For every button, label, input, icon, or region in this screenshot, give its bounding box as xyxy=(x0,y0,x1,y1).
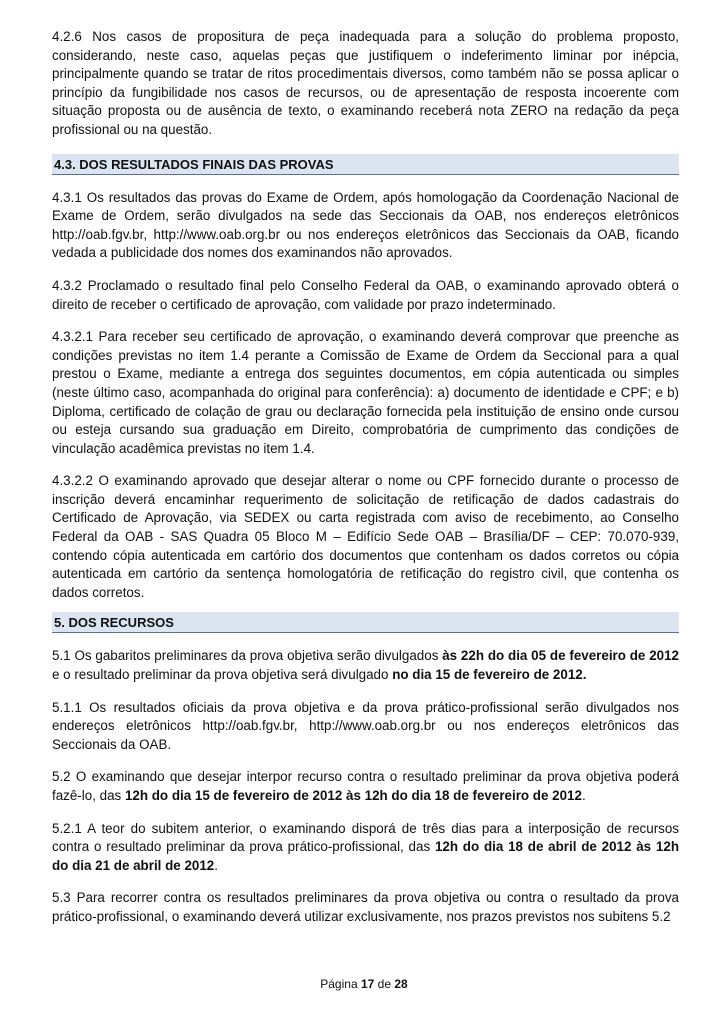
paragraph-5-3: 5.3 Para recorrer contra os resultados preliminares da prova objetiva ou contra o resultado da prova prático-profissional, o examinando deverá utilizar exclusivamente, nos prazos previstos nos subitens 5.2 xyxy=(52,890,679,924)
footer-separator: de xyxy=(377,977,392,991)
bold-date: às 22h do dia 05 de fevereiro de 2012 xyxy=(442,648,679,664)
bold-date: no dia 15 de fevereiro de 2012. xyxy=(392,667,587,683)
bold-date: 12h do dia 15 de fevereiro de 2012 às 12h do dia 18 de fevereiro de 2012 xyxy=(124,788,582,803)
total-pages-number: 28 xyxy=(394,977,408,991)
paragraph-4-3-2-2: 4.3.2.2 O examinando aprovado que desejar alterar o nome ou CPF fornecido durante o processo de inscrição deverá encaminhar requerimento de solicitação de retificação de dados cadastrais do Certificado de Aprovação, via SEDEX ou carta registrada com aviso de recebimento, ao Conselho Federal da OAB - SAS Quadra 05 Bloco M – Edifício Sede OAB – Brasília/DF – CEP: 70.070-939, contendo cópia autenticada em cartório dos documentos que contenham os dados corretos ou cópia autenticada em cartório da sentença homologatória de retificação do registro civil, que contenha os dados corretos. xyxy=(52,473,679,600)
text-run: . xyxy=(214,857,218,873)
paragraph-4-2-6: 4.2.6 Nos casos de propositura de peça inadequada para a solução do problema proposto, considerando, neste caso, aquelas peças que justifiquem o indeferimento liminar por inépcia, principalmente quando se tratar de ritos procedimentais diversos, como também não se possa aplicar o princípio da fungibilidade nos casos de recursos, ou de apresentação de resposta incoerente com situação proposta ou de ausência de texto, o examinando receberá nota ZERO na redação da peça profissional ou na questão. xyxy=(52,29,679,137)
page-footer xyxy=(0,977,728,991)
paragraph-4-3-1: 4.3.1 Os resultados das provas do Exame de Ordem, após homologação da Coordenação Nacional de Exame de Ordem, serão divulgados na sede das Seccionais da OAB, nos endereços eletrônicos http://oab.fgv.br, http://www.oab.org.br ou nos endereços eletrônicos das Seccionais da OAB, ficando vedada a publicidade dos nomes dos examinandos não aprovados. xyxy=(52,189,679,261)
paragraph-4-3-2-1: 4.3.2.1 Para receber seu certificado de aprovação, o examinando deverá comprovar que preenche as condições previstas no item 1.4 perante a Comissão de Exame de Ordem da Seccional para a qual prestou o Exame, mediante a entrega dos seguintes documentos, em cópia autenticada ou simples (neste último caso, acompanhada do original para conferência): a) documento de identidade e CPF; e b) Diploma, certificado de colação de grau ou declaração fornecida pela instituição de ensino onde cursou ou esteja cursando sua graduação em Direito, comprobatória de cumprimento das condições de vinculação acadêmica previstas no item 1.4. xyxy=(52,329,679,456)
paragraph-5-1-1: 5.1.1 Os resultados oficiais da prova objetiva e da prova prático-profissional serão divulgados nos endereços eletrônicos http://oab.fgv.br, http://www.oab.org.br ou nos endereços eletrônicos das Seccionais da OAB. xyxy=(52,699,679,752)
paragraph-5-2-1 xyxy=(52,820,679,876)
paragraph-5-1 xyxy=(52,647,679,684)
text-run: 5.2.1 A teor do subitem anterior, o examinando disporá de três dias para a interposição de recursos contra o resultado preliminar da prova prático-profissional, das xyxy=(52,820,679,855)
page-content xyxy=(52,28,679,941)
text-run: 5.1 Os gabaritos preliminares da prova objetiva serão divulgados xyxy=(52,648,443,664)
current-page-number: 17 xyxy=(360,977,375,991)
text-run: e o resultado preliminar da prova objetiva será divulgado xyxy=(52,667,393,683)
paragraph-4-3-2: 4.3.2 Proclamado o resultado final pelo Conselho Federal da OAB, o examinando aprovado obterá o direito de receber o certificado de aprovação, com validade por prazo indeterminado. xyxy=(52,277,679,312)
paragraph-5-2 xyxy=(52,768,679,805)
section-heading-4-3: 4.3. DOS RESULTADOS FINAIS DAS PROVAS xyxy=(52,154,679,175)
text-run: 5.2 O examinando que desejar interpor recurso contra o resultado preliminar da prova objetiva poderá fazê-lo, das xyxy=(52,769,679,803)
bold-date: 12h do dia 18 de abril de 2012 às 12h do dia 21 de abril de 2012 xyxy=(52,839,679,873)
section-heading-5: 5. DOS RECURSOS xyxy=(52,612,679,633)
footer-label: Página xyxy=(320,977,358,991)
text-run: . xyxy=(581,788,586,803)
